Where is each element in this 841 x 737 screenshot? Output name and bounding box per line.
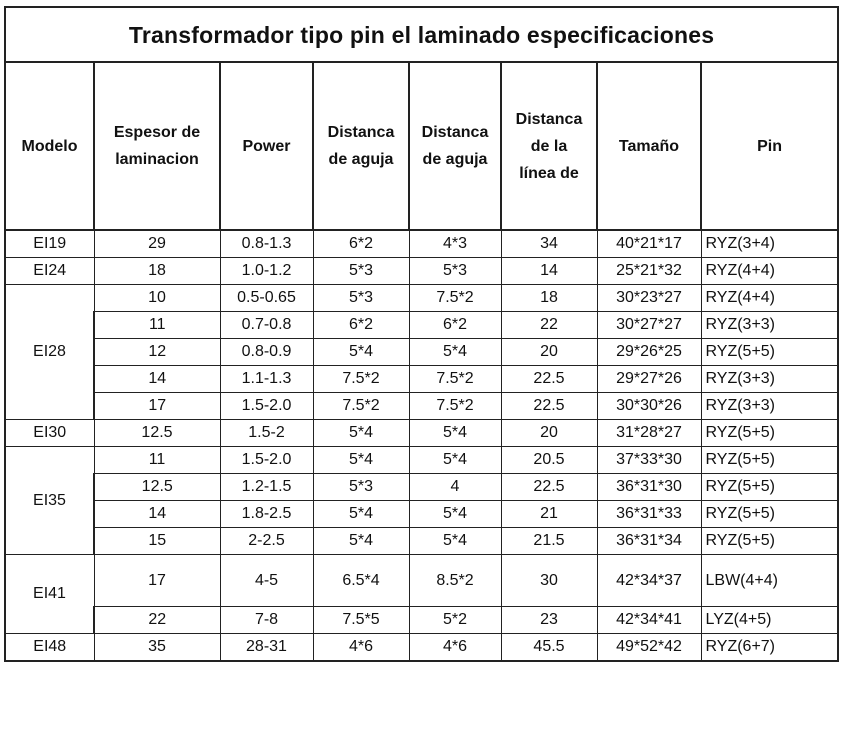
cell-espesor: 12.5 <box>94 420 220 447</box>
cell-distanca-aguja-1: 5*4 <box>313 501 409 528</box>
pin-label: RYZ(3+3) <box>705 316 776 333</box>
header-tamano <box>597 62 701 230</box>
cell-distanca-linea: 22.5 <box>501 474 597 501</box>
cell-power: 1.5-2.0 <box>220 447 313 474</box>
cell-distanca-aguja-2: 5*3 <box>409 258 501 285</box>
cell-distanca-linea: 20 <box>501 339 597 366</box>
header-label: Distanca de aguja <box>421 124 489 168</box>
pin-label: RYZ(3+3) <box>705 397 776 414</box>
cell-distanca-linea: 21.5 <box>501 528 597 555</box>
cell-pin <box>701 393 838 420</box>
cell-espesor: 12.5 <box>94 474 220 501</box>
cell-modelo: EI41 <box>5 555 94 634</box>
cell-tamano: 30*23*27 <box>597 285 701 312</box>
cell-distanca-aguja-2: 4 <box>409 474 501 501</box>
cell-tamano: 36*31*33 <box>597 501 701 528</box>
cell-distanca-aguja-1: 4*6 <box>313 634 409 662</box>
cell-distanca-linea: 45.5 <box>501 634 597 662</box>
cell-distanca-linea: 21 <box>501 501 597 528</box>
cell-power: 1.5-2 <box>220 420 313 447</box>
cell-distanca-aguja-2: 5*4 <box>409 339 501 366</box>
cell-pin <box>701 258 838 285</box>
table-row <box>5 230 838 258</box>
table-row <box>5 501 838 528</box>
header-label: Tamaño <box>618 137 680 155</box>
cell-modelo: EI19 <box>5 230 94 258</box>
pin-label: RYZ(4+4) <box>705 262 776 279</box>
cell-espesor: 10 <box>94 285 220 312</box>
cell-espesor: 11 <box>94 312 220 339</box>
cell-tamano: 49*52*42 <box>597 634 701 662</box>
cell-modelo: EI30 <box>5 420 94 447</box>
table-row <box>5 339 838 366</box>
cell-distanca-aguja-2: 6*2 <box>409 312 501 339</box>
cell-distanca-aguja-2: 5*2 <box>409 607 501 634</box>
cell-power: 2-2.5 <box>220 528 313 555</box>
cell-modelo: EI24 <box>5 258 94 285</box>
table-row <box>5 634 838 662</box>
table-row <box>5 393 838 420</box>
cell-distanca-aguja-1: 6*2 <box>313 230 409 258</box>
header-label: Espesor de laminacion <box>113 124 201 168</box>
header-distanca-linea <box>501 62 597 230</box>
cell-distanca-linea: 30 <box>501 555 597 607</box>
cell-distanca-aguja-2: 4*3 <box>409 230 501 258</box>
cell-distanca-aguja-2: 5*4 <box>409 420 501 447</box>
cell-tamano: 42*34*41 <box>597 607 701 634</box>
cell-distanca-aguja-2: 7.5*2 <box>409 366 501 393</box>
cell-distanca-aguja-2: 4*6 <box>409 634 501 662</box>
cell-power: 0.8-0.9 <box>220 339 313 366</box>
cell-power: 0.7-0.8 <box>220 312 313 339</box>
cell-espesor: 22 <box>94 607 220 634</box>
cell-espesor: 29 <box>94 230 220 258</box>
cell-distanca-aguja-1: 7.5*2 <box>313 393 409 420</box>
cell-espesor: 17 <box>94 555 220 607</box>
cell-tamano: 36*31*34 <box>597 528 701 555</box>
table-row <box>5 528 838 555</box>
spec-table <box>4 6 839 662</box>
cell-espesor: 17 <box>94 393 220 420</box>
cell-distanca-aguja-2: 8.5*2 <box>409 555 501 607</box>
cell-power: 0.8-1.3 <box>220 230 313 258</box>
cell-tamano: 42*34*37 <box>597 555 701 607</box>
header-espesor <box>94 62 220 230</box>
cell-pin <box>701 528 838 555</box>
cell-distanca-aguja-2: 7.5*2 <box>409 393 501 420</box>
cell-pin <box>701 312 838 339</box>
cell-power: 1.5-2.0 <box>220 393 313 420</box>
pin-label: RYZ(3+4) <box>705 235 776 252</box>
cell-espesor: 18 <box>94 258 220 285</box>
header-distanca-aguja-2 <box>409 62 501 230</box>
header-power <box>220 62 313 230</box>
header-label: Power <box>242 137 291 155</box>
cell-distanca-aguja-1: 5*4 <box>313 447 409 474</box>
cell-distanca-aguja-1: 7.5*5 <box>313 607 409 634</box>
cell-distanca-aguja-1: 5*4 <box>313 420 409 447</box>
cell-espesor: 14 <box>94 501 220 528</box>
cell-distanca-aguja-1: 5*4 <box>313 339 409 366</box>
cell-distanca-aguja-2: 7.5*2 <box>409 285 501 312</box>
cell-modelo: EI35 <box>5 447 94 555</box>
pin-label: RYZ(5+5) <box>705 505 776 522</box>
header-label: Pin <box>757 137 782 155</box>
cell-tamano: 25*21*32 <box>597 258 701 285</box>
table-row <box>5 607 838 634</box>
cell-espesor: 14 <box>94 366 220 393</box>
pin-label: RYZ(5+5) <box>705 478 776 495</box>
pin-label: RYZ(4+4) <box>705 289 776 306</box>
cell-tamano: 29*27*26 <box>597 366 701 393</box>
cell-tamano: 37*33*30 <box>597 447 701 474</box>
pin-label: RYZ(5+5) <box>705 424 776 441</box>
cell-power: 1.2-1.5 <box>220 474 313 501</box>
header-label: Distanca de la línea de <box>515 110 583 182</box>
cell-pin <box>701 555 838 607</box>
cell-pin <box>701 230 838 258</box>
cell-distanca-aguja-1: 5*4 <box>313 528 409 555</box>
cell-power: 1.1-1.3 <box>220 366 313 393</box>
cell-power: 28-31 <box>220 634 313 662</box>
cell-power: 7-8 <box>220 607 313 634</box>
cell-espesor: 11 <box>94 447 220 474</box>
cell-distanca-aguja-2: 5*4 <box>409 447 501 474</box>
cell-distanca-linea: 20.5 <box>501 447 597 474</box>
cell-tamano: 29*26*25 <box>597 339 701 366</box>
cell-distanca-aguja-1: 5*3 <box>313 285 409 312</box>
cell-modelo: EI48 <box>5 634 94 662</box>
header-label: Distanca de aguja <box>327 124 395 168</box>
cell-distanca-linea: 18 <box>501 285 597 312</box>
cell-distanca-linea: 22.5 <box>501 393 597 420</box>
cell-distanca-aguja-1: 6*2 <box>313 312 409 339</box>
cell-distanca-linea: 23 <box>501 607 597 634</box>
cell-pin <box>701 607 838 634</box>
cell-power: 4-5 <box>220 555 313 607</box>
cell-distanca-linea: 22.5 <box>501 366 597 393</box>
table-row <box>5 285 838 312</box>
cell-distanca-aguja-1: 5*3 <box>313 258 409 285</box>
pin-label: RYZ(5+5) <box>705 343 776 360</box>
table-title: Transformador tipo pin el laminado especificaciones <box>5 7 838 62</box>
cell-distanca-aguja-1: 6.5*4 <box>313 555 409 607</box>
table-row <box>5 555 838 607</box>
table-row <box>5 258 838 285</box>
cell-tamano: 31*28*27 <box>597 420 701 447</box>
header-modelo <box>5 62 94 230</box>
table-row <box>5 420 838 447</box>
header-pin <box>701 62 838 230</box>
header-label: Modelo <box>21 137 78 155</box>
cell-pin <box>701 634 838 662</box>
cell-power: 1.8-2.5 <box>220 501 313 528</box>
cell-pin <box>701 285 838 312</box>
pin-label: LBW(4+4) <box>705 571 778 589</box>
pin-label: RYZ(5+5) <box>705 451 776 468</box>
table-row <box>5 366 838 393</box>
cell-espesor: 12 <box>94 339 220 366</box>
cell-distanca-aguja-1: 5*3 <box>313 474 409 501</box>
table-row <box>5 312 838 339</box>
cell-pin <box>701 366 838 393</box>
cell-tamano: 30*30*26 <box>597 393 701 420</box>
pin-label: RYZ(3+3) <box>705 370 776 387</box>
cell-pin <box>701 339 838 366</box>
cell-distanca-linea: 14 <box>501 258 597 285</box>
cell-espesor: 35 <box>94 634 220 662</box>
pin-label: RYZ(6+7) <box>705 638 776 655</box>
cell-pin <box>701 474 838 501</box>
cell-espesor: 15 <box>94 528 220 555</box>
cell-distanca-linea: 34 <box>501 230 597 258</box>
cell-tamano: 30*27*27 <box>597 312 701 339</box>
cell-power: 1.0-1.2 <box>220 258 313 285</box>
cell-pin <box>701 501 838 528</box>
cell-distanca-linea: 20 <box>501 420 597 447</box>
cell-tamano: 36*31*30 <box>597 474 701 501</box>
cell-distanca-aguja-1: 7.5*2 <box>313 366 409 393</box>
cell-pin <box>701 420 838 447</box>
cell-power: 0.5-0.65 <box>220 285 313 312</box>
table-row <box>5 474 838 501</box>
cell-pin <box>701 447 838 474</box>
cell-distanca-aguja-2: 5*4 <box>409 501 501 528</box>
cell-modelo: EI28 <box>5 285 94 420</box>
header-distanca-aguja-1 <box>313 62 409 230</box>
table-row <box>5 447 838 474</box>
cell-tamano: 40*21*17 <box>597 230 701 258</box>
pin-label: RYZ(5+5) <box>705 532 776 549</box>
cell-distanca-linea: 22 <box>501 312 597 339</box>
cell-distanca-aguja-2: 5*4 <box>409 528 501 555</box>
pin-label: LYZ(4+5) <box>705 611 772 628</box>
